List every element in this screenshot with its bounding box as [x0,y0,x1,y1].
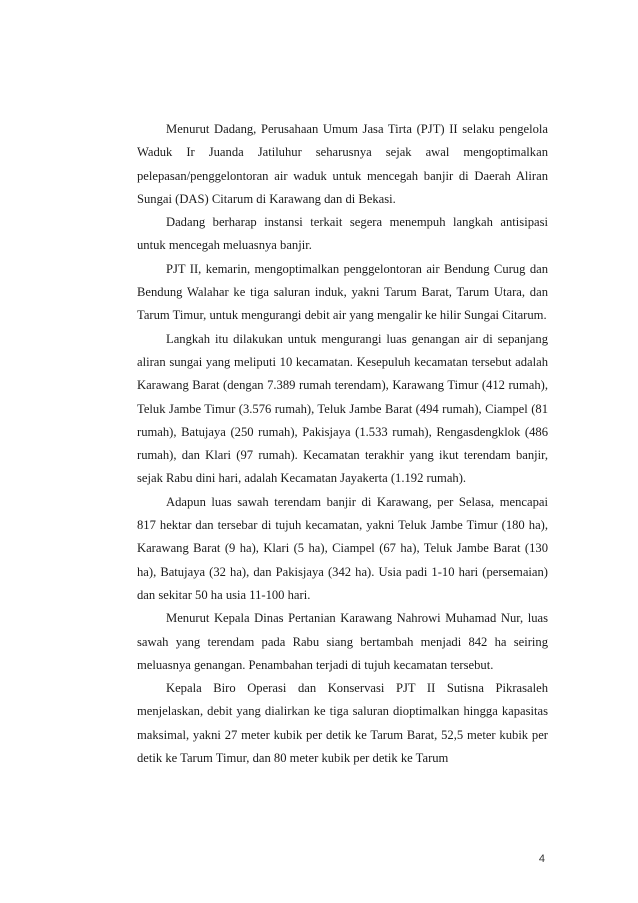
paragraph-7: Kepala Biro Operasi dan Konservasi PJT II Sutisna Pikrasaleh menjelaskan, debit yang dialirkan ke tiga saluran dioptimalkan hingga kapasitas maksimal, yakni 27 meter kubik per detik ke Tarum Barat, 52,5 meter kubik per detik ke Tarum Timur, dan 80 meter kubik per detik ke Tarum [137,681,548,766]
paragraph-1: Menurut Dadang, Perusahaan Umum Jasa Tirta (PJT) II selaku pengelola Waduk Ir Juanda Jatiluhur seharusnya sejak awal mengoptimalkan pelepasan/penggelontoran air waduk untuk mencegah banjir di Daerah Aliran Sungai (DAS) Citarum di Karawang dan di Bekasi. [137,122,548,206]
paragraph-3: PJT II, kemarin, mengoptimalkan penggelontoran air Bendung Curug dan Bendung Walahar ke tiga saluran induk, yakni Tarum Barat, Tarum Utara, dan Tarum Timur, untuk mengurangi debit air yang mengalir ke hilir Sungai Citarum. [137,261,548,323]
document-body [137,118,548,770]
paragraph-5: Adapun luas sawah terendam banjir di Karawang, per Selasa, mencapai 817 hektar dan tersebar di tujuh kecamatan, yakni Teluk Jambe Timur (180 ha), Karawang Barat (9 ha), Klari (5 ha), Ciampel (67 ha), Teluk Jambe Barat (130 ha), Batujaya (32 ha), dan Pakisjaya (342 ha). Usia padi 1-10 hari (persemaian) dan sekitar 50 ha usia 11-100 hari. [137,494,548,602]
page-number: 4 [538,853,545,865]
paragraph-2: Dadang berharap instansi terkait segera menempuh langkah antisipasi untuk mencegah meluasnya banjir. [137,215,548,253]
paragraph-6: Menurut Kepala Dinas Pertanian Karawang Nahrowi Muhamad Nur, luas sawah yang terendam pada Rabu siang bertambah menjadi 842 ha seiring meluasnya genangan. Penambahan terjadi di tujuh kecamatan tersebut. [137,611,548,672]
paragraph-4: Langkah itu dilakukan untuk mengurangi luas genangan air di sepanjang aliran sungai yang meliputi 10 kecamatan. Kesepuluh kecamatan tersebut adalah Karawang Barat (dengan 7.389 rumah terendam), Karawang Timur (412 rumah), Teluk Jambe Timur (3.576 rumah), Teluk Jambe Barat (494 rumah), Ciampel (81 rumah), Batujaya (250 rumah), Pakisjaya (1.533 rumah), Rengasdengklok (486 rumah), dan Klari (97 rumah). Kecamatan terakhir yang ikut terendam banjir, sejak Rabu dini hari, adalah Kecamatan Jayakerta (1.192 rumah). [137,331,548,486]
